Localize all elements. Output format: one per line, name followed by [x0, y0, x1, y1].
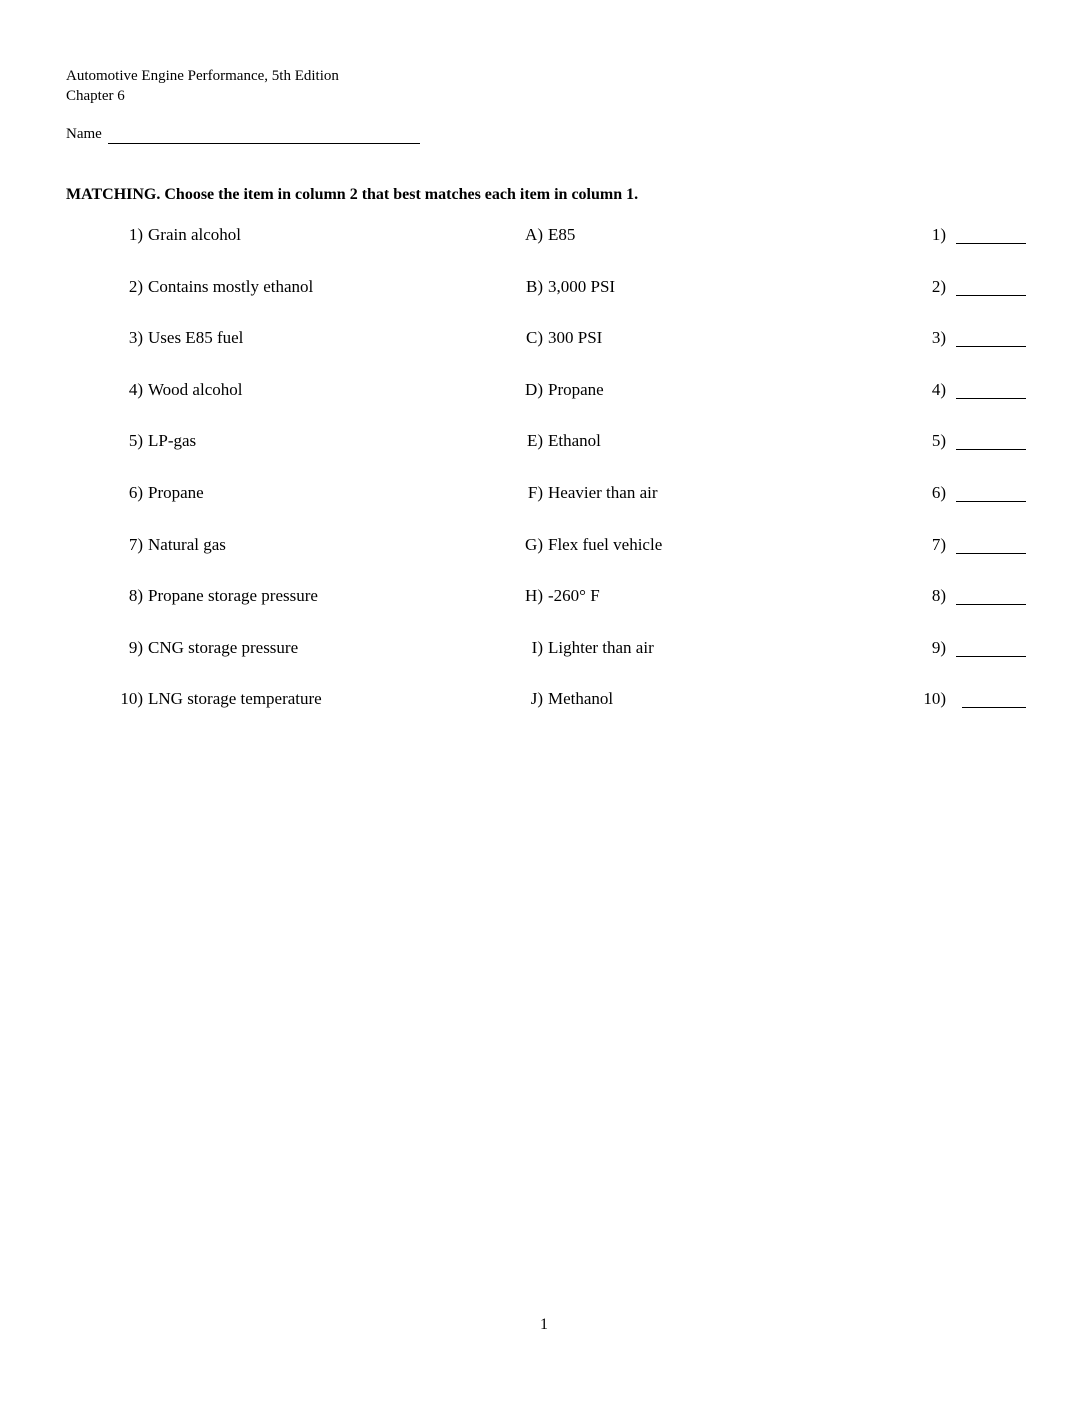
matching-row — [0, 482, 1088, 504]
match-letter: C) — [526, 328, 543, 348]
match-letter: F) — [527, 483, 543, 502]
match-text: Lighter than air — [548, 637, 654, 657]
answer-label: 10) — [923, 689, 946, 709]
term-number: 10) — [120, 689, 143, 709]
answer-blank[interactable] — [956, 553, 1026, 554]
match-text: Propane — [548, 379, 604, 399]
answer-blank[interactable] — [956, 604, 1026, 605]
term-text: Grain alcohol — [148, 225, 241, 244]
answer-blank[interactable] — [962, 707, 1026, 708]
term-text: Propane storage pressure — [148, 586, 318, 606]
term-text: Uses E85 fuel — [148, 328, 244, 348]
term-text: Contains mostly ethanol — [148, 276, 314, 296]
answer-label: 8) — [931, 586, 946, 606]
answer-blank[interactable] — [956, 398, 1026, 399]
answer-label: 3) — [931, 328, 946, 348]
term-text: Wood alcohol — [148, 379, 243, 399]
match-letter: J) — [530, 689, 543, 709]
matching-row — [0, 327, 1088, 349]
term-number: 9) — [128, 637, 143, 657]
answer-label: 4) — [931, 379, 946, 399]
term-number: 5) — [128, 431, 143, 451]
matching-row — [0, 276, 1088, 298]
answer-label: 6) — [931, 483, 946, 502]
matching-row — [0, 224, 1088, 246]
answer-label: 2) — [931, 276, 946, 296]
term-number: 2) — [128, 276, 143, 296]
answer-blank[interactable] — [956, 501, 1026, 502]
match-text: Heavier than air — [548, 483, 658, 502]
answer-blank[interactable] — [956, 656, 1026, 657]
match-text: Ethanol — [548, 431, 601, 451]
match-letter: D) — [525, 379, 543, 399]
match-text: 3,000 PSI — [548, 276, 616, 296]
match-letter: B) — [526, 276, 543, 296]
name-label: Name — [66, 126, 102, 142]
match-text: E85 — [548, 225, 576, 244]
term-text: LP-gas — [148, 431, 197, 451]
answer-blank[interactable] — [956, 449, 1026, 450]
answer-blank[interactable] — [956, 243, 1026, 244]
matching-row — [0, 637, 1088, 659]
matching-row — [0, 585, 1088, 607]
name-blank-line[interactable] — [108, 143, 420, 144]
match-letter: E) — [526, 431, 543, 451]
term-text: LNG storage temperature — [148, 689, 322, 709]
chapter-label: Chapter 6 — [66, 88, 125, 104]
page-number: 1 — [540, 1316, 548, 1333]
term-number: 3) — [128, 328, 143, 348]
match-text: Flex fuel vehicle — [548, 534, 663, 554]
match-text: Methanol — [548, 689, 614, 709]
term-number: 6) — [128, 483, 143, 502]
matching-instructions: MATCHING. Choose the item in column 2 that best matches each item in column 1. — [66, 186, 639, 203]
answer-label: 7) — [931, 534, 946, 554]
answer-blank[interactable] — [956, 295, 1026, 296]
term-text: CNG storage pressure — [148, 637, 299, 657]
term-number: 7) — [128, 534, 143, 554]
match-letter: H) — [525, 586, 543, 606]
answer-label: 9) — [931, 637, 946, 657]
term-text: Propane — [148, 483, 204, 502]
term-text: Natural gas — [148, 534, 226, 554]
answer-label: 5) — [931, 431, 946, 451]
document-title: Automotive Engine Performance, 5th Edition — [66, 68, 339, 84]
match-letter: I) — [531, 637, 543, 657]
match-text: 300 PSI — [548, 328, 603, 348]
match-letter: A) — [525, 225, 543, 244]
term-number: 8) — [128, 586, 143, 606]
matching-row — [0, 430, 1088, 452]
match-letter: G) — [525, 534, 543, 554]
matching-row — [0, 534, 1088, 556]
answer-blank[interactable] — [956, 346, 1026, 347]
matching-row — [0, 688, 1088, 710]
name-row — [66, 125, 102, 143]
match-text: -260° F — [548, 586, 600, 606]
matching-row — [0, 379, 1088, 401]
answer-label: 1) — [931, 225, 946, 244]
term-number: 4) — [128, 379, 143, 399]
term-number: 1) — [128, 225, 143, 244]
